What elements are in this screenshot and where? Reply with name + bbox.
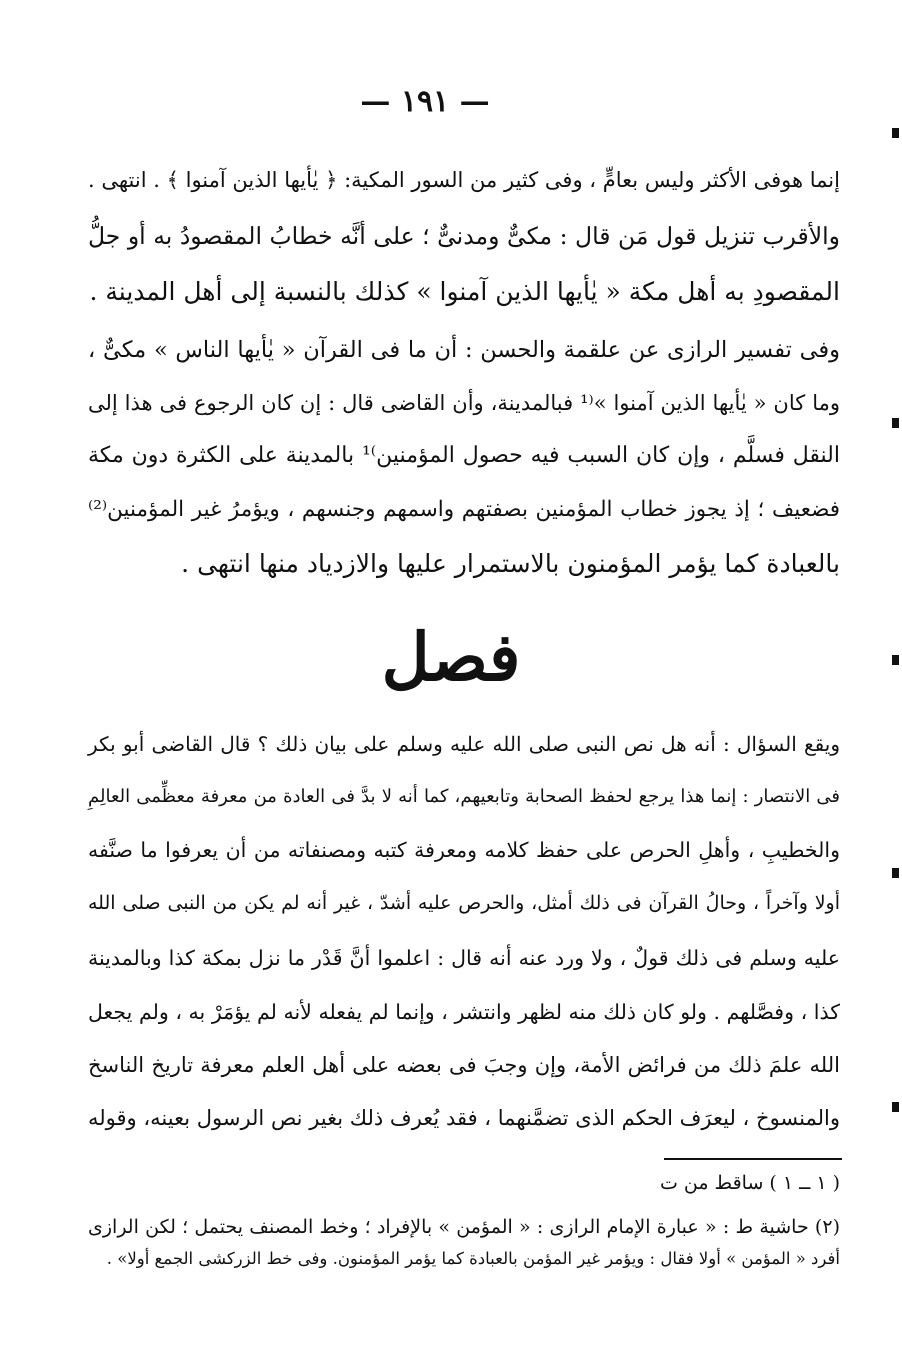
text-line: فى الانتصار : إنما هذا يرجع لحفظ الصحابة وتابعيهم، كما أنه لا بدَّ فى العادة من معرفة معظِّمى العالِمِ (88, 786, 840, 807)
margin-mark (892, 1102, 899, 1112)
text-line: أولا وآخراً ، وحالُ القرآن فى ذلك أمثل، والحرص عليه أشدّ ، غير أنه لم يكن من النبى صلى الله (88, 892, 840, 914)
text-line: والخطيبِ ، وأهلِ الحرص على حفظ كلامه ومعرفة كتبه ومصنفاته من أن يعرفوا ما صنَّفه (88, 838, 840, 862)
margin-mark (892, 418, 899, 428)
footnote-line: ( ١ ــ ١ ) ساقط من ت (659, 1172, 840, 1194)
footnote-separator (664, 1158, 842, 1160)
text-line: بالعبادة كما يؤمر المؤمنون بالاستمرار عليها والازدياد منها انتهى . (181, 549, 840, 578)
text-line: المقصودِ به أهل مكة « يٰأيها الذين آمنوا » كذلك بالنسبة إلى أهل المدينة . (89, 277, 840, 306)
text-line: فضعيف ؛ إذ يجوز خطاب المؤمنين بصفتهم واسمهم وجنسهم ، ويؤمرُ غير المؤمنين⁽²⁾ (88, 497, 840, 522)
footnote-line: (٢) حاشية ط : « عبارة الإمام الرازى : « المؤمن » بالإفراد ؛ وخط المصنف يحتمل ؛ لكن الرازى (88, 1216, 840, 1238)
text-line: الله علمَ ذلك من فرائض الأمة، وإن وجبَ فى بعضه على أهل العلم معرفة تاريخ الناسخ (88, 1053, 840, 1077)
margin-mark (892, 128, 899, 138)
text-line: كذا ، وفصَّلهم . ولو كان ذلك منه لظهر وانتشر ، وإنما لم يفعله لأنه لم يؤمَرْ به ، ولم يجعل (88, 1000, 840, 1024)
text-line: ويقع السؤال : أنه هل نص النبى صلى الله عليه وسلم على بيان ذلك ؟ قال القاضى أبو بكر (88, 732, 840, 756)
text-line: عليه وسلم فى ذلك قولٌ ، ولا ورد عنه أنه قال : اعلموا أنَّ قَدْر ما نزل بمكة كذا وبالمدينة (88, 946, 840, 970)
text-line: وما كان « يٰأيها الذين آمنوا »⁽¹ فبالمدينة، وأن القاضى قال : إن كان الرجوع فى هذا إلى (88, 391, 840, 415)
text-line: والأقرب تنزيل قول مَن قال : مكىٌّ ومدنىٌّ ؛ على أنَّه خطابُ المقصودُ به أو جلُّ (88, 222, 840, 250)
margin-mark (892, 655, 899, 665)
text-line: إنما هوفى الأكثر وليس بعامٍّ ، وفى كثير من السور المكية: ﴿ يٰأيها الذين آمنوا ﴾ . انتهى . (88, 168, 840, 192)
text-line: والمنسوخ ، ليعرَف الحكم الذى تضمَّنهما ، فقد يُعرف ذلك بغير نص الرسول بعينه، وقوله (88, 1106, 840, 1130)
margin-mark (892, 868, 899, 878)
text-line: وفى تفسير الرازى عن علقمة والحسن : أن ما فى القرآن « يٰأيها الناس » مكىٌّ ، (88, 337, 840, 363)
section-heading: فصل (381, 618, 521, 696)
page-number: — ١٩١ — (360, 84, 490, 119)
text-line: النقل فسلَّم ، وإن كان السبب فيه حصول المؤمنين⁾¹ بالمدينة على الكثرة دون مكة (88, 443, 840, 468)
footnote-line: أفرد « المؤمن » أولا فقال : ويؤمر غير المؤمن بالعبادة كما يؤمر المؤمنون. وفى خط الزركشى الجمع أولا» . (106, 1249, 840, 1268)
